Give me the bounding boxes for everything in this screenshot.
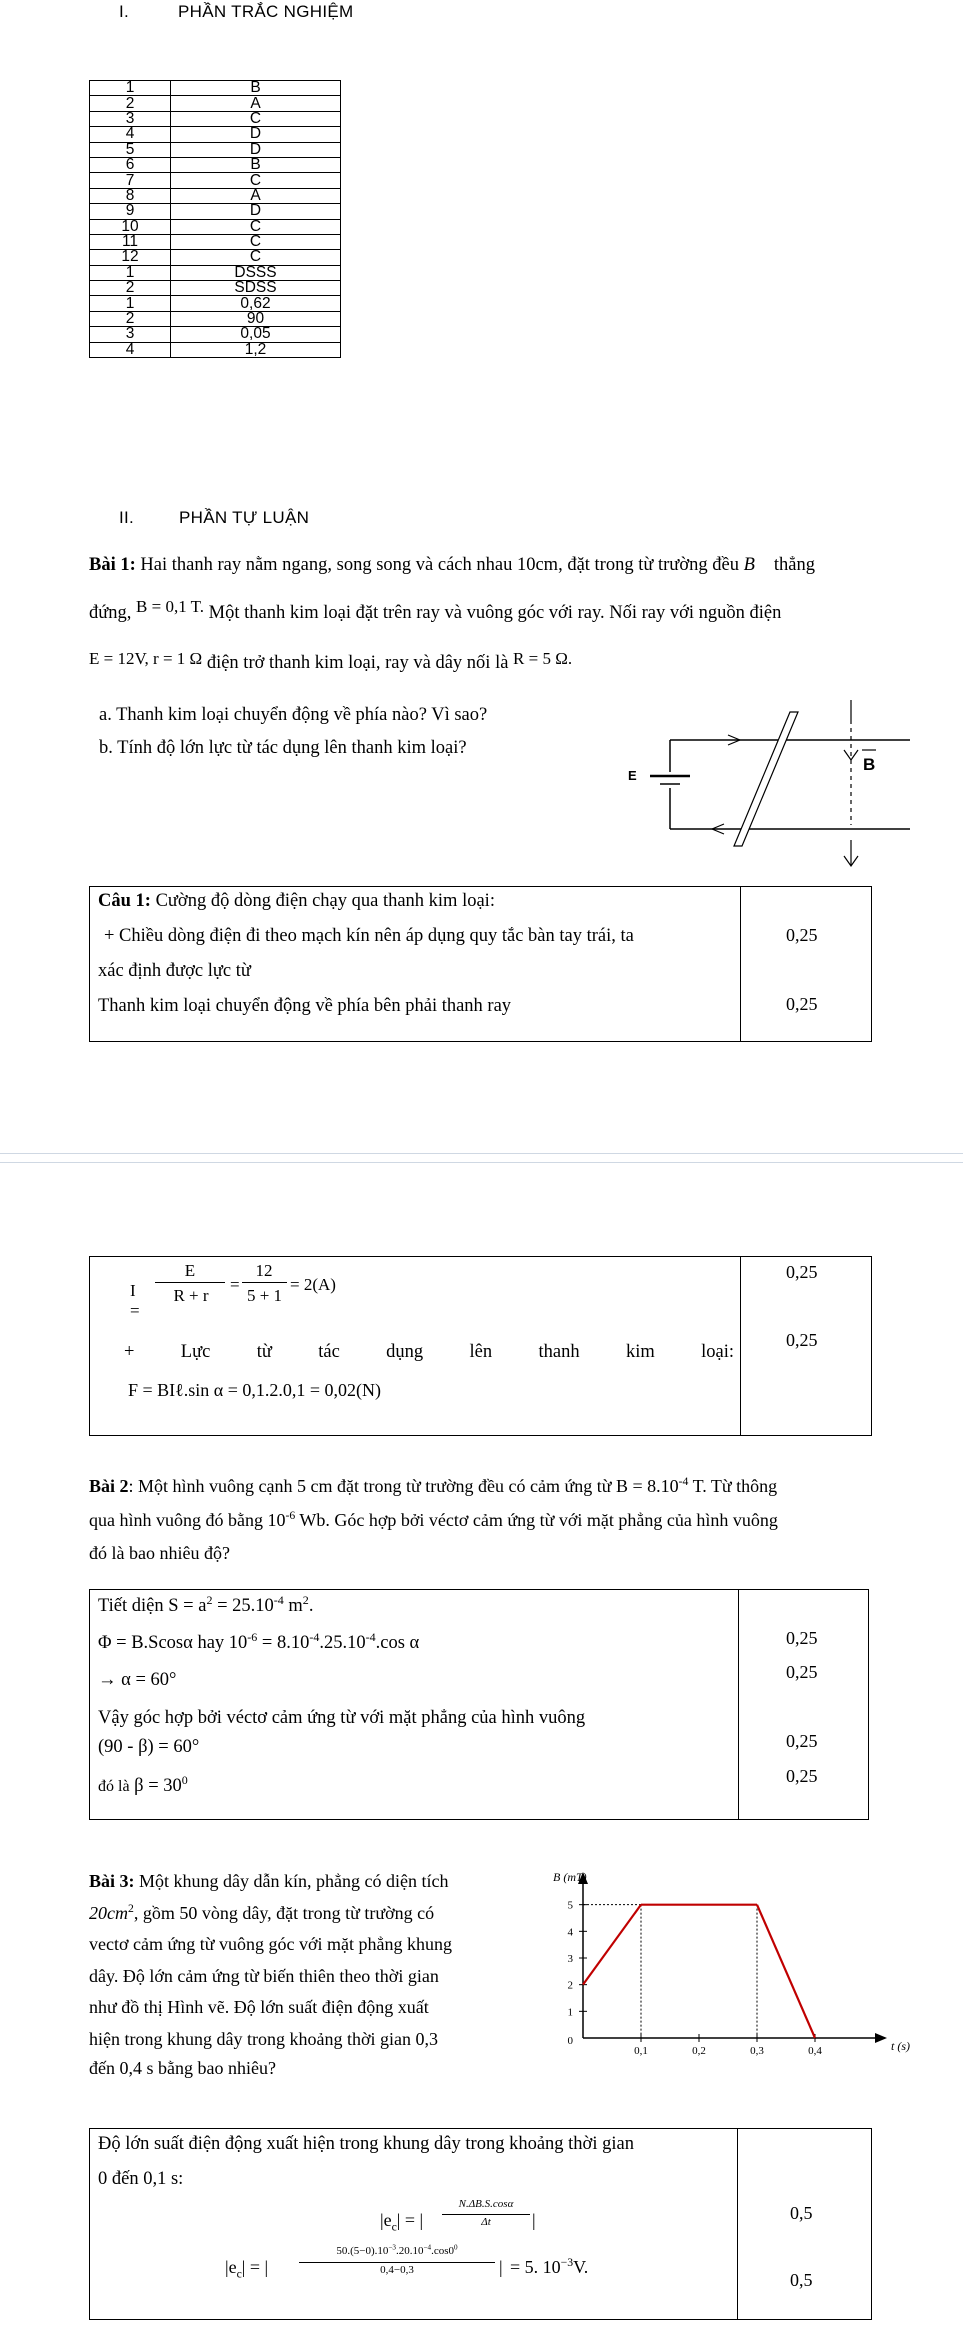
word: dụng bbox=[386, 1342, 424, 1362]
table-row bbox=[90, 281, 341, 296]
question-number: 3 bbox=[90, 111, 171, 126]
answer-value: 90 bbox=[171, 311, 341, 326]
score: 0,25 bbox=[786, 1766, 818, 1786]
e-formula: E = 12V, r = 1 Ω bbox=[89, 649, 203, 668]
question-number: 3 bbox=[90, 327, 171, 342]
section1-title: PHẦN TRẮC NGHIỆM bbox=[178, 2, 354, 21]
question-number: 12 bbox=[90, 250, 171, 265]
table-row bbox=[90, 296, 341, 311]
section1-roman: I. bbox=[119, 2, 130, 21]
beta-result: đó là $\beta = 30^0$ bbox=[98, 1772, 188, 1796]
table-row bbox=[90, 342, 341, 357]
y-axis-label: B (mT) bbox=[553, 1870, 587, 1884]
answer-value: C bbox=[171, 173, 341, 188]
x-axis-label: t (s) bbox=[891, 2039, 910, 2053]
table-row bbox=[90, 234, 341, 249]
emf-formula-numeric: $|e_c|$ = | $50.(5-0).10^{-3}.20.10^{-4}.\cos 0^0$ 0,4−0,3 | = 5. $10^{-3}V$. bbox=[225, 2243, 589, 2281]
bai3-label: Bài 3: bbox=[89, 1871, 135, 1891]
table-row bbox=[90, 265, 341, 280]
answer-value: D bbox=[171, 142, 341, 157]
table-row bbox=[90, 219, 341, 234]
question-number: 1 bbox=[90, 81, 171, 96]
table-row bbox=[90, 157, 341, 172]
table-row bbox=[90, 188, 341, 203]
bai2-line1: Bài 2: Một hình vuông cạnh 5 cm đặt trong từ trường đều có cảm ứng từ $B = 8.10^{-4}$ T. Từ thông bbox=[89, 1475, 778, 1496]
question-number: 1 bbox=[90, 296, 171, 311]
rail-circuit-figure bbox=[620, 700, 920, 875]
bai1-question-a: a. Thanh kim loại chuyển động về phía nào? Vì sao? bbox=[99, 705, 488, 725]
sol1-line3: Thanh kim loại chuyển động về phía bên phải thanh ray bbox=[98, 996, 512, 1016]
bai1-question-b: b. Tính độ lớn lực từ tác dụng lên thanh kim loại? bbox=[99, 738, 467, 758]
table-row bbox=[90, 311, 341, 326]
answer-value: C bbox=[171, 111, 341, 126]
question-number: 7 bbox=[90, 173, 171, 188]
question-number: 4 bbox=[90, 342, 171, 357]
bai1-line2: đứng, B = 0,1 T. Một thanh kim loại đặt trên ray và vuông góc với ray. Nối ray với nguồn điện bbox=[89, 597, 782, 623]
force-formula: F = BIℓ.sin α = 0,1.2.0,1 = 0,02(N) bbox=[128, 1380, 382, 1400]
table-row bbox=[90, 173, 341, 188]
sol1-title: Câu 1: Cường độ dòng điện chạy qua thanh kim loại: bbox=[98, 891, 495, 911]
question-number: 5 bbox=[90, 142, 171, 157]
battery-label: E bbox=[628, 768, 637, 783]
word: kim bbox=[625, 1342, 655, 1362]
x-tick-label: 0,3 bbox=[750, 2045, 764, 2057]
answer-value: DSSS bbox=[171, 265, 341, 280]
word: lên bbox=[469, 1342, 493, 1362]
score: 0,25 bbox=[786, 994, 818, 1014]
b-formula: B = 0,1 T. bbox=[136, 597, 205, 616]
question-number: 2 bbox=[90, 311, 171, 326]
x-tick-label: 0,4 bbox=[808, 2045, 822, 2057]
bai1-line1: Bài 1: Hai thanh ray nằm ngang, song song và cách nhau 10cm, đặt trong từ trường đều B⃗ thẳng bbox=[89, 555, 816, 575]
table-row bbox=[90, 250, 341, 265]
score: 0,25 bbox=[786, 1662, 818, 1682]
table-row bbox=[90, 111, 341, 126]
word: + bbox=[124, 1342, 135, 1362]
bai2-line2: qua hình vuông đó bằng $10^{-6}$ Wb. Góc hợp bởi véctơ cảm ứng từ với mặt phẳng của hình vuông bbox=[89, 1509, 778, 1530]
answer-value: B bbox=[171, 157, 341, 172]
x-axis-arrow bbox=[875, 2033, 887, 2043]
y-tick-label: 3 bbox=[567, 1953, 573, 1965]
word: thanh bbox=[538, 1342, 580, 1362]
word: loại: bbox=[701, 1342, 734, 1362]
sol1-line2: xác định được lực từ bbox=[98, 961, 251, 981]
sol1-line1: + Chiều dòng điện đi theo mạch kín nên áp dụng quy tắc bàn tay trái, ta bbox=[104, 926, 634, 946]
score: 0,5 bbox=[790, 2270, 813, 2290]
b-time-chart bbox=[525, 1868, 910, 2068]
score: 0,25 bbox=[786, 1262, 818, 1282]
page-divider bbox=[0, 1153, 963, 1154]
y-tick-label: 1 bbox=[567, 2006, 573, 2019]
table-row bbox=[90, 96, 341, 111]
table-row bbox=[90, 127, 341, 142]
answer-value: 0,62 bbox=[171, 296, 341, 311]
word: tác bbox=[318, 1342, 340, 1362]
y-tick-label: 4 bbox=[567, 1926, 573, 1939]
answer-value: A bbox=[171, 188, 341, 203]
origin-label: 0 bbox=[567, 2035, 573, 2047]
question-number: 9 bbox=[90, 204, 171, 219]
flux-line: Φ = B.Scosα hay $10^{-6} = 8.10^{-4}.25.10^{-4}.\cos$ α bbox=[98, 1629, 420, 1653]
beta-equation: (90 - β) = 60° bbox=[98, 1737, 200, 1757]
x-tick-label: 0,1 bbox=[634, 2045, 648, 2057]
table-row bbox=[90, 142, 341, 157]
bai1-label: Bài 1: bbox=[89, 555, 136, 575]
series-segment bbox=[583, 1905, 641, 1985]
x-tick-label: 0,2 bbox=[692, 2045, 706, 2057]
section2-title: PHẦN TỰ LUẬN bbox=[179, 508, 310, 527]
question-number: 8 bbox=[90, 188, 171, 203]
question-number: 1 bbox=[90, 265, 171, 280]
question-number: 2 bbox=[90, 281, 171, 296]
answer-value: C bbox=[171, 250, 341, 265]
y-tick-label: 5 bbox=[567, 1899, 573, 1912]
table-row bbox=[90, 327, 341, 342]
word: Lực bbox=[180, 1342, 211, 1362]
emf-interval: 0 đến 0,1 s: bbox=[98, 2169, 184, 2189]
answer-value: B bbox=[171, 81, 341, 96]
score: 0,25 bbox=[786, 1330, 818, 1350]
answer-value: 1,2 bbox=[171, 342, 341, 357]
r-formula: R = 5 Ω. bbox=[513, 649, 573, 668]
y-tick-label: 2 bbox=[567, 1979, 573, 1992]
bai2-label: Bài 2 bbox=[89, 1476, 129, 1496]
question-number: 11 bbox=[90, 234, 171, 249]
word: từ bbox=[256, 1342, 272, 1362]
force-sentence bbox=[124, 1340, 734, 1364]
bai2-solution-box bbox=[89, 1589, 869, 1820]
vector-b-symbol: B⃗ bbox=[743, 555, 770, 575]
bai3-text: Bài 3: Một khung dây dẫn kín, phẳng có diện tích $20cm^2$, gồm 50 vòng dây, đặt trong từ trường có vectơ cảm ứng từ vuông góc với mặt phẳng khung dây. Độ lớn cảm ứng từ biến thiên theo thời gian như đồ thị Hình vẽ. Độ lớn suất điện động xuất hiện trong khung dây trong khoảng thời gian 0,3 đến 0,4 s bằng bao nhiêu? bbox=[89, 1871, 452, 2078]
area-line: Tiết diện $S = a^2 = 25.10^{-4}$ $m^2$. bbox=[98, 1592, 314, 1616]
conclusion-line: Vậy góc hợp bởi véctơ cảm ứng từ với mặt phẳng của hình vuông bbox=[98, 1708, 586, 1728]
page-divider bbox=[0, 1162, 963, 1163]
answer-table bbox=[89, 80, 341, 358]
score: 0,5 bbox=[790, 2203, 813, 2223]
field-label: B bbox=[863, 755, 876, 774]
series-segment bbox=[757, 1905, 815, 2038]
answer-value: A bbox=[171, 96, 341, 111]
answer-value: 0,05 bbox=[171, 327, 341, 342]
table-row bbox=[90, 81, 341, 96]
question-number: 2 bbox=[90, 96, 171, 111]
question-number: 10 bbox=[90, 219, 171, 234]
table-row bbox=[90, 204, 341, 219]
emf-formula-general: $|e_c|$ = | N.ΔB.S.cosα Δt | bbox=[380, 2198, 536, 2234]
alpha-line: → α = 60° bbox=[98, 1670, 177, 1690]
section2-roman: II. bbox=[119, 508, 135, 527]
bai1-line3: E = 12V, r = 1 Ω điện trở thanh kim loại, ray và dây nối là R = 5 Ω. bbox=[89, 649, 573, 673]
answer-value: D bbox=[171, 204, 341, 219]
answer-value: SDSS bbox=[171, 281, 341, 296]
answer-value: C bbox=[171, 219, 341, 234]
bai2-line3: đó là bao nhiêu độ? bbox=[89, 1543, 230, 1563]
score: 0,25 bbox=[786, 1731, 818, 1751]
emf-sentence: Độ lớn suất điện động xuất hiện trong khung dây trong khoảng thời gian bbox=[98, 2134, 634, 2154]
score: 0,25 bbox=[786, 925, 818, 945]
question-number: 6 bbox=[90, 157, 171, 172]
answer-value: C bbox=[171, 234, 341, 249]
question-number: 4 bbox=[90, 127, 171, 142]
answer-value: D bbox=[171, 127, 341, 142]
score: 0,25 bbox=[786, 1628, 818, 1648]
